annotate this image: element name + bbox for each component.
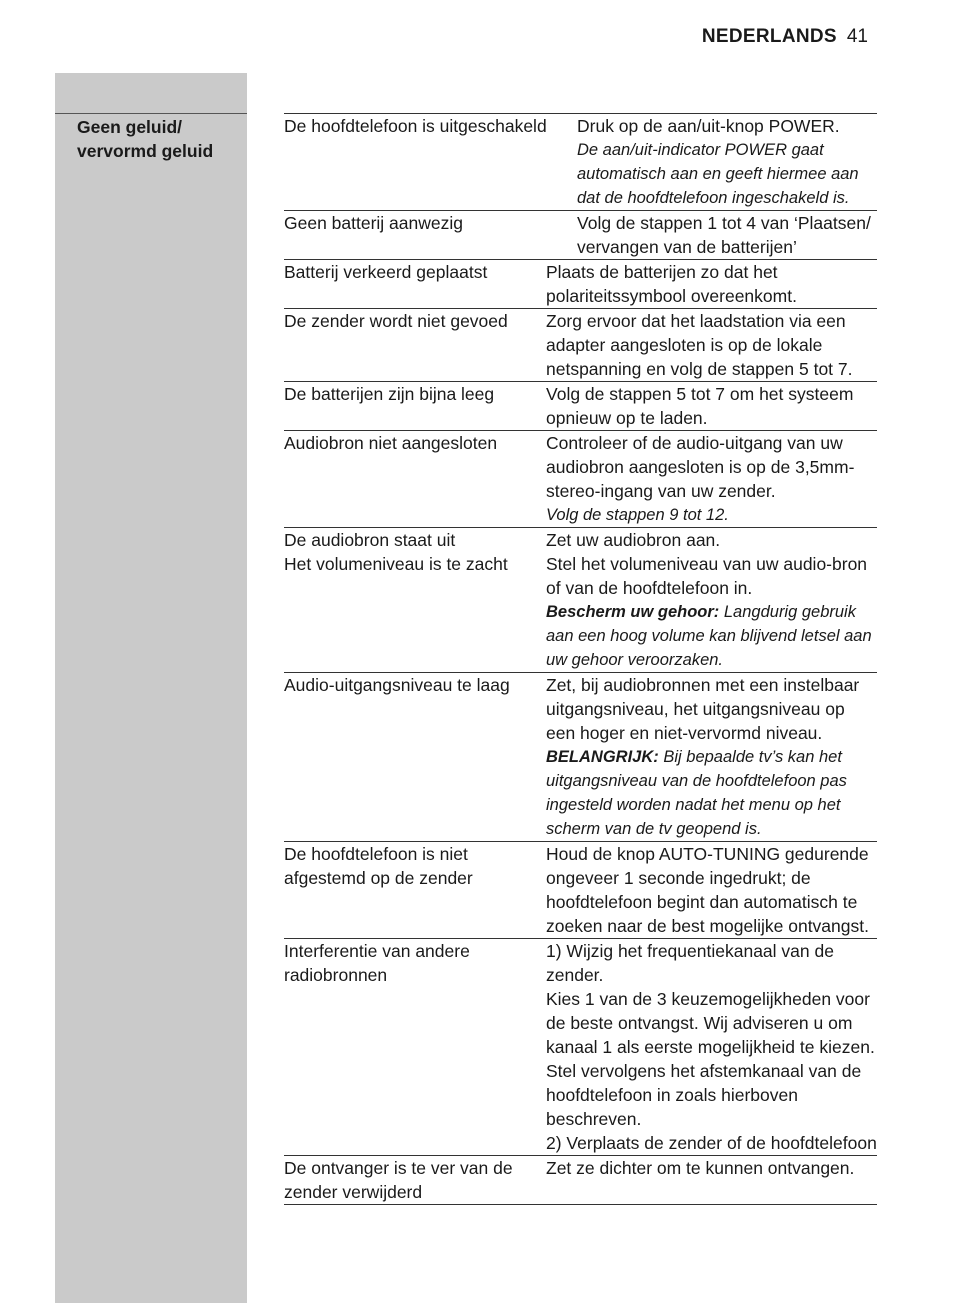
solution-cell [546,309,877,381]
table-row [284,672,877,841]
solution-cell [546,431,877,527]
table-row [284,210,877,259]
sidebar-divider [55,113,247,114]
table-row [284,552,877,672]
solution-cell [546,528,877,552]
cause-cell: Interferentie van andere radiobronnen [284,941,470,985]
solution-text: Controleer of de audio-uitgang van uw audiobron aangesloten is op de 3,5mm-stereo-ingang van uw zender. [546,433,855,501]
cause-cell: De audiobron staat uit [284,530,456,550]
cause-cell: Het volumeniveau is te zacht [284,554,508,574]
warning-label: Bescherm uw gehoor: [546,603,720,621]
page-header [702,26,868,48]
solution-text: Zorg ervoor dat het laadstation via een adapter aangesloten is op de lokale netspanning en volg de stappen 5 tot 7. [546,311,853,379]
cause-cell: De batterijen zijn bijna leeg [284,384,495,404]
solution-note: De aan/uit-indicator POWER gaat automatisch aan en geeft hiermee aan dat de hoofdtelefoon ingeschakeld is. [577,141,859,207]
solution-cell [546,842,877,938]
solution-cell [577,114,877,210]
warning-text: Bij bepaalde tv’s kan het uitgangsniveau van de hoofdtelefoon pas ingesteld worden nadat het menu op het scherm van de tv geopend is. [546,748,847,838]
cause-cell: Audio-uitgangsniveau te laag [284,675,510,695]
troubleshooting-table [284,113,877,1205]
solution-text: Stel het volumeniveau van uw audio-bron of van de hoofdtelefoon in. [546,554,868,598]
table-row [284,938,877,1155]
table-row [284,841,877,938]
solution-text: Zet uw audiobron aan. [546,530,721,550]
table-row [284,430,877,527]
warning-label: BELANGRIJK: [546,748,659,766]
table-row [284,527,877,552]
warning-paragraph [546,745,877,841]
page-number: 41 [846,26,868,47]
solution-cell [546,673,877,841]
solution-cell [546,939,877,1155]
solution-cell [577,211,877,259]
language-label: NEDERLANDS [701,26,837,47]
solution-text: Zet, bij audiobronnen met een instelbaar uitgangsniveau, het uitgangsniveau op een hoger en niet-vervormd niveau. [546,675,860,743]
solution-text: Volg de stappen 5 tot 7 om het systeem opnieuw op te laden. [546,384,854,428]
cause-cell: De zender wordt niet gevoed [284,311,508,331]
solution-cell [546,260,877,308]
problem-title: Geen geluid/ vervormd geluid [77,117,214,161]
cause-cell: De hoofdtelefoon is uitgeschakeld [284,116,547,136]
solution-text: Houd de knop AUTO-TUNING gedurende ongeveer 1 seconde ingedrukt; de hoofdtelefoon begint dan automatisch te zoeken naar de best mogelijke ontvangst. [546,844,869,936]
table-row [284,381,877,430]
solution-text: Volg de stappen 1 tot 4 van ‘Plaatsen/ vervangen van de batterijen’ [577,213,871,257]
table-row [284,308,877,381]
solution-cell [546,1156,877,1204]
cause-cell: Audiobron niet aangesloten [284,433,498,453]
table-row [284,1155,877,1205]
cause-cell: De hoofdtelefoon is niet afgestemd op de zender [284,844,473,888]
solution-cell [546,382,877,430]
table-row [284,259,877,308]
warning-paragraph [546,600,877,672]
solution-text: Plaats de batterijen zo dat het polariteitssymbool overeenkomt. [546,262,797,306]
sidebar-panel [55,73,247,1303]
cause-cell: Batterij verkeerd geplaatst [284,262,488,282]
solution-text: Druk op de aan/uit-knop POWER. [577,116,840,136]
warning-text: Langdurig gebruik aan een hoog volume kan blijvend letsel aan uw gehoor veroorzaken. [546,603,872,669]
cause-cell: Geen batterij aanwezig [284,213,463,233]
solution-cell [546,552,877,672]
solution-note: Volg de stappen 9 tot 12. [546,506,729,524]
cause-cell: De ontvanger is te ver van de zender verwijderd [284,1158,513,1202]
solution-text: 1) Wijzig het frequentiekanaal van de zender. Kies 1 van de 3 keuzemogelijkheden voor de beste ontvangst. Wij adviseren u om kanaal 1 als eerste mogelijkheid te kiezen. Stel vervolgens het afstemkanaal van de hoofdtelefoon in zoals hierboven beschreven. 2) Verplaats de zender of de hoofdtelefoon [546,941,877,1153]
table-row [284,113,877,210]
solution-text: Zet ze dichter om te kunnen ontvangen. [546,1158,855,1178]
